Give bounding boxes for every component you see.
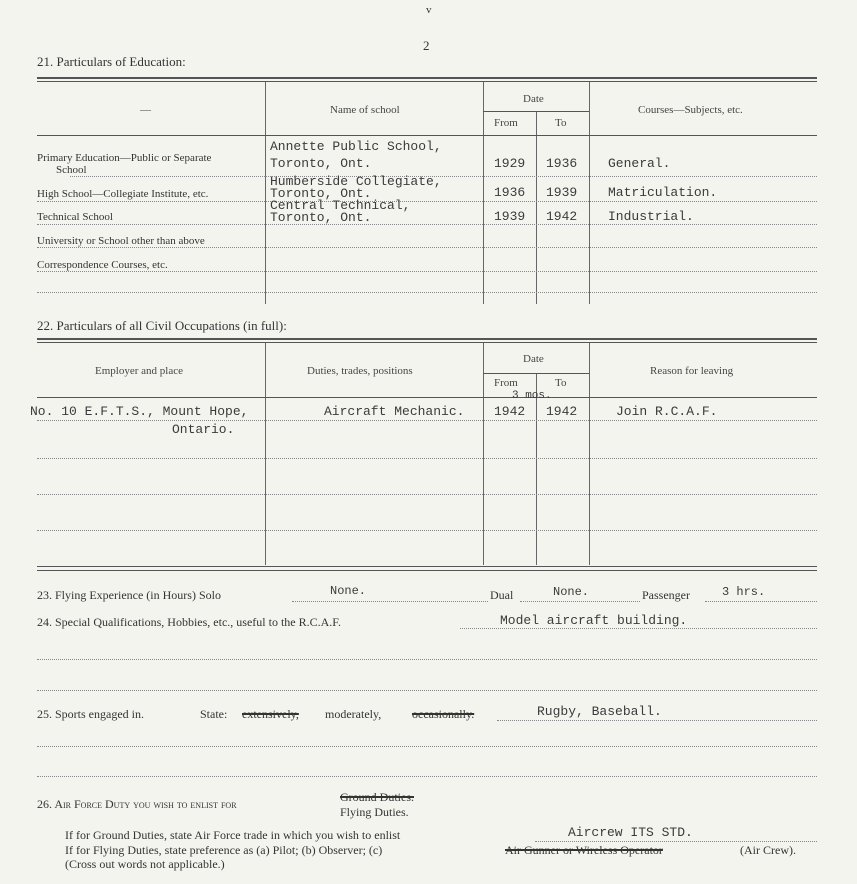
technical-to: 1942 xyxy=(546,209,578,224)
occupations-section-title: 22. Particulars of all Civil Occupations (in full): xyxy=(37,318,287,333)
page-number: 2 xyxy=(423,38,430,53)
employer-name: No. 10 E.F.T.S., Mount Hope, xyxy=(30,404,249,419)
employer-province: Ontario. xyxy=(172,422,235,437)
technical-from: 1939 xyxy=(494,209,526,224)
special-qualifications-label: 24. Special Qualifications, Hobbies, etc., useful to the R.C.A.F. xyxy=(37,615,341,629)
header-to: To xyxy=(555,117,567,129)
flying-duties-aircrew: (Air Crew). xyxy=(740,843,796,857)
cross-out-note: (Cross out words not applicable.) xyxy=(65,857,225,871)
special-qualifications-value: Model aircraft building. xyxy=(500,613,688,628)
flying-duties-struck-options: Air Gunner or Wireless Operator xyxy=(505,843,663,857)
row-label-university: University or School other than above xyxy=(37,235,205,247)
occupation-reason: Join R.C.A.F. xyxy=(616,404,718,419)
header-from: From xyxy=(494,117,518,129)
primary-to: 1936 xyxy=(546,156,578,171)
flying-duties-question: If for Flying Duties, state preference as (a) Pilot; (b) Observer; (c) xyxy=(65,843,383,857)
sports-opt-extensively: extensively, xyxy=(242,707,299,721)
duty-opt-flying: Flying Duties. xyxy=(340,805,409,819)
technical-school-name: Central Technical, xyxy=(270,198,411,213)
primary-courses: General. xyxy=(608,156,671,171)
flying-dual-value: None. xyxy=(553,585,590,599)
row-label-primary-cont: School xyxy=(56,164,87,176)
flying-solo-value: None. xyxy=(330,584,367,598)
high-school-courses: Matriculation. xyxy=(608,185,718,200)
header-blank: — xyxy=(140,104,151,116)
flying-passenger-label: Passenger xyxy=(642,588,690,602)
ground-duties-question: If for Ground Duties, state Air Force trade in which you wish to enlist xyxy=(65,828,401,842)
duty-opt-ground: Ground Duties. xyxy=(340,790,414,804)
occupation-to: 1942 xyxy=(546,404,578,419)
row-label-high-school: High School—Collegiate Institute, etc. xyxy=(37,188,209,200)
header-courses: Courses—Subjects, etc. xyxy=(638,104,743,116)
primary-from: 1929 xyxy=(494,156,526,171)
sports-state-label: State: xyxy=(200,707,228,721)
education-section-title: 21. Particulars of Education: xyxy=(37,54,186,69)
high-school-from: 1936 xyxy=(494,185,526,200)
sports-opt-moderately: moderately, xyxy=(325,707,382,721)
occupation-duration-note: 3 mos. xyxy=(512,390,552,402)
row-label-correspondence: Correspondence Courses, etc. xyxy=(37,259,168,271)
occupation-from: 1942 xyxy=(494,404,526,419)
header-occ-from: From xyxy=(494,377,518,389)
high-school-name: Humberside Collegiate, xyxy=(270,174,442,189)
sports-label: 25. Sports engaged in. xyxy=(37,707,144,721)
header-occ-date: Date xyxy=(523,353,544,365)
row-label-primary: Primary Education—Public or Separate xyxy=(37,152,212,164)
page-marker: v xyxy=(426,4,432,16)
flying-label: 23. Flying Experience (in Hours) Solo xyxy=(37,588,221,602)
header-duties: Duties, trades, positions xyxy=(307,365,413,377)
primary-school-city: Toronto, Ont. xyxy=(270,156,372,171)
header-employer: Employer and place xyxy=(95,365,183,377)
header-occ-to: To xyxy=(555,377,567,389)
occupation-duties: Aircraft Mechanic. xyxy=(324,404,465,419)
row-label-technical: Technical School xyxy=(37,211,113,223)
header-name-of-school: Name of school xyxy=(330,104,400,116)
sports-value: Rugby, Baseball. xyxy=(537,704,662,719)
duty-label: 26. Air Force Duty you wish to enlist for xyxy=(37,797,237,811)
sports-opt-occasionally: occasionally. xyxy=(412,707,475,721)
ground-duties-value: Aircrew ITS STD. xyxy=(568,825,693,840)
header-date: Date xyxy=(523,93,544,105)
primary-school-name: Annette Public School, xyxy=(270,139,442,154)
flying-passenger-value: 3 hrs. xyxy=(722,585,766,599)
flying-dual-label: Dual xyxy=(490,588,514,602)
header-reason: Reason for leaving xyxy=(650,365,734,377)
high-school-city: Toronto, Ont. xyxy=(270,186,372,201)
technical-school-city: Toronto, Ont. xyxy=(270,210,372,225)
high-school-to: 1939 xyxy=(546,185,578,200)
technical-courses: Industrial. xyxy=(608,209,694,224)
